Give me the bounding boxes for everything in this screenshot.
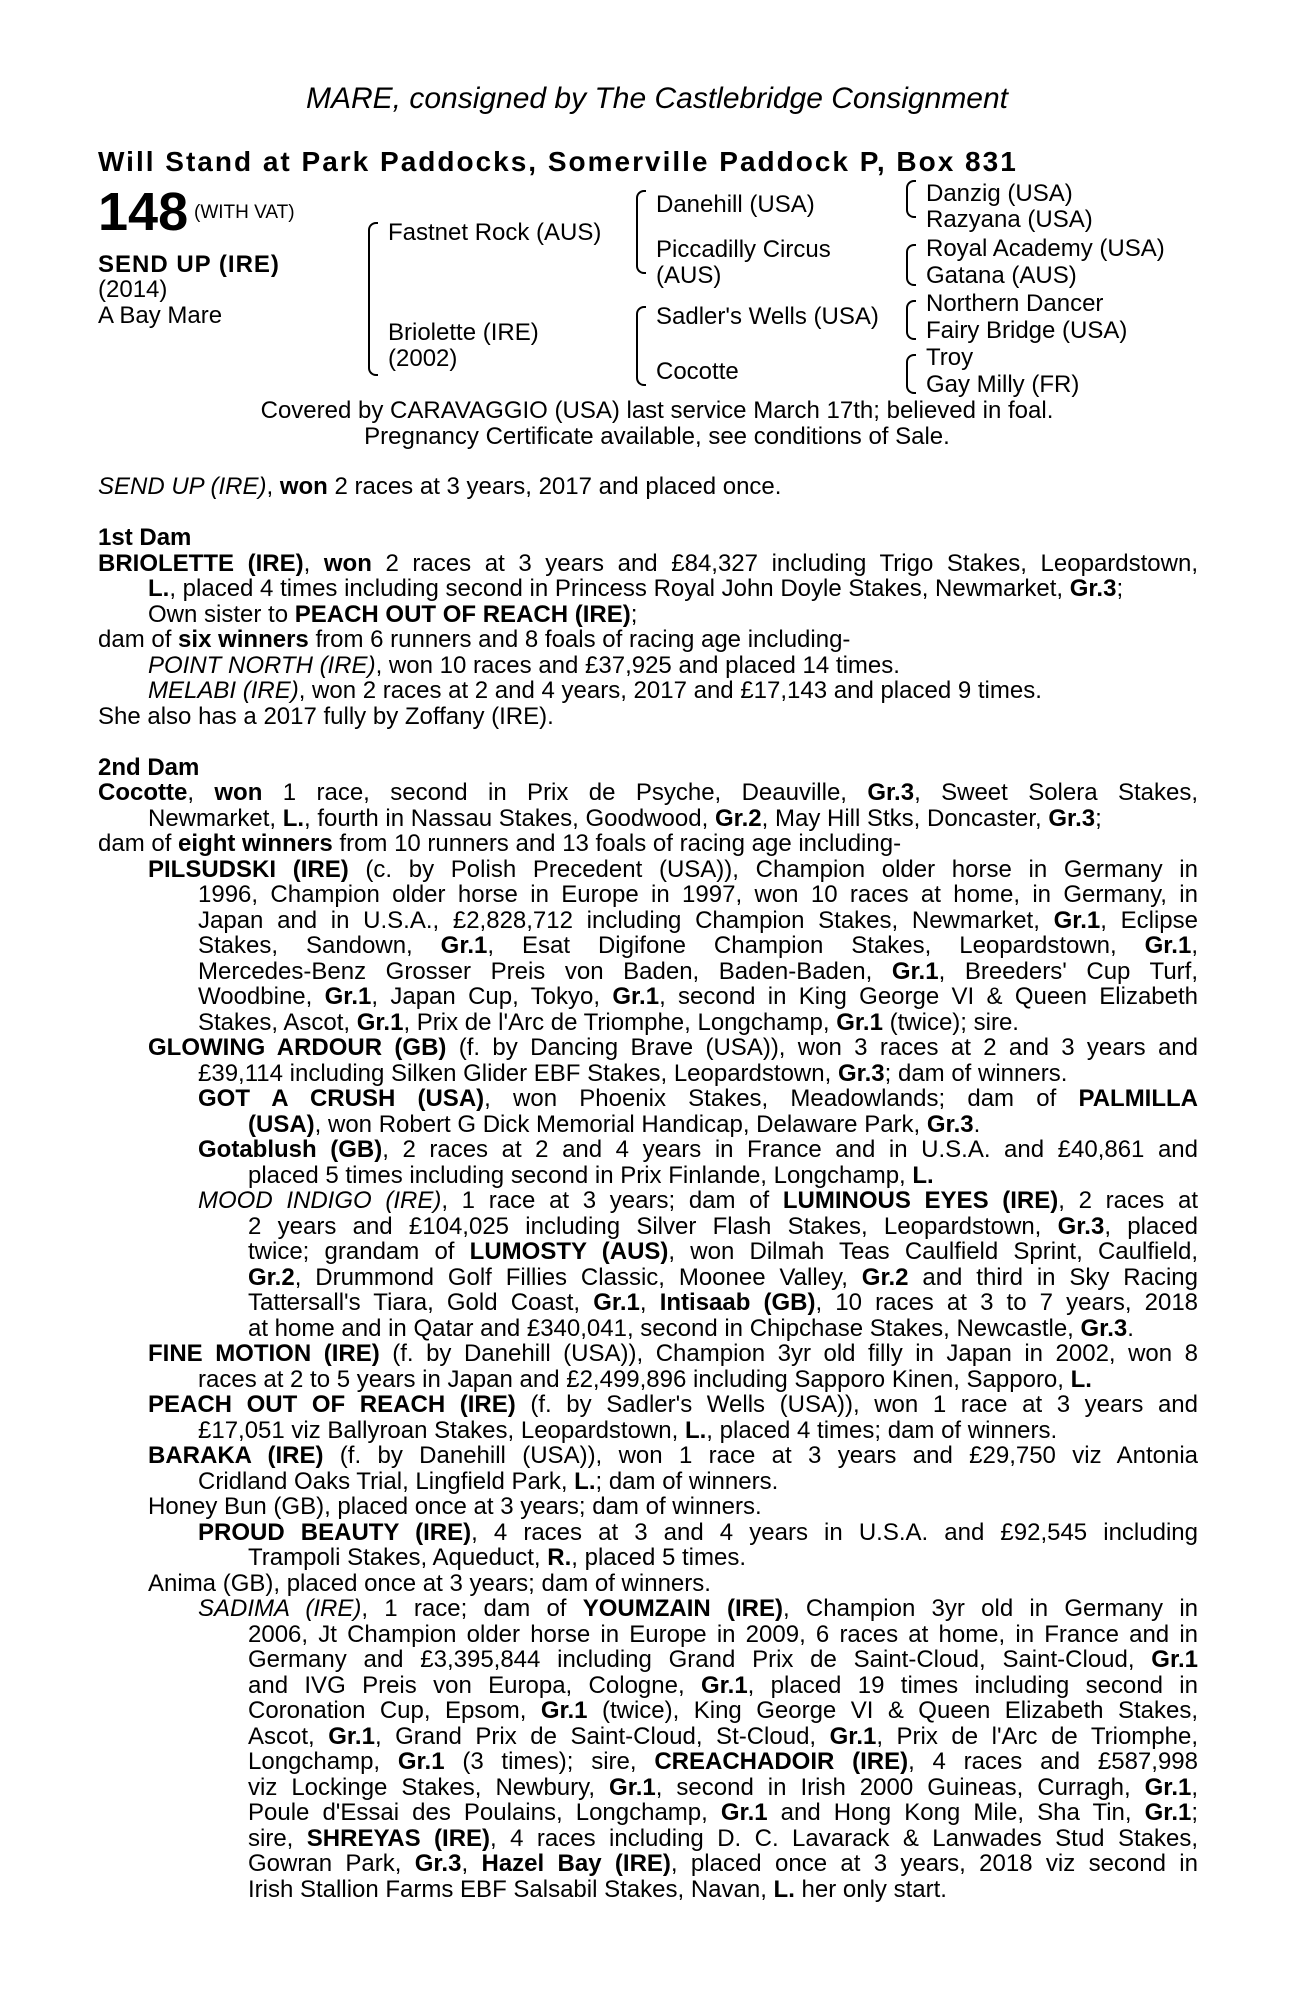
text-line [98,576,1198,602]
text-line [98,551,1198,577]
spacer [98,729,1198,755]
text-span: (c. by Polish Precedent (USA)), Champion older horse in Germany in [348,855,1198,883]
text-line [98,1137,1198,1163]
horse-year: (2014) [98,276,168,303]
text-span: , Champion 3yr old in Germany in [782,1595,1198,1622]
text-line [98,1800,1198,1826]
bold-text: Cocotte [98,779,188,806]
bold-text: 2nd Dam [98,753,200,781]
text-span: Gowran Park, [248,1850,415,1877]
text-span: 2 races at 3 years and £84,327 including Trigo Stakes, Leopardstown, [371,549,1198,577]
text-span: , won 10 races and £37,925 and placed 14 times. [375,651,900,679]
text-span: dam of [98,830,179,857]
bold-text: Intisaab (GB) [659,1289,816,1316]
text-span: Poule d'Essai des Poulains, Longchamp, [248,1799,721,1826]
pedigree-dam-year: (2002) [388,345,458,372]
text-line [98,1596,1198,1622]
text-line [98,1214,1198,1240]
text-line [98,1367,1198,1393]
pedigree-ancestor-4: Gatana (AUS) [926,262,1077,289]
text-span: , [1191,932,1198,959]
text-span: , Eclipse [1100,906,1198,934]
text-span: placed 5 times including second in Prix Finlande, Longchamp, [248,1161,913,1189]
text-span: Own sister to [148,600,295,628]
pedigree-sire-dam: Piccadilly Circus [656,236,831,263]
text-line [98,908,1198,934]
text-span: (f. by Sadler's Wells (USA)), won 1 race at 3 years and [515,1391,1199,1418]
bold-text: FINE MOTION (IRE) [148,1340,380,1367]
text-span: , [461,1850,482,1877]
text-line [98,653,1198,679]
bold-text: PEACH OUT OF REACH (IRE) [294,600,631,628]
text-line [98,780,1198,806]
text-span: at home and in Qatar and £340,041, second in Chipchase Stakes, Newcastle, [248,1314,1081,1342]
text-span: , placed once at 3 years, 2018 viz second in [670,1850,1198,1877]
text-line [98,1392,1198,1418]
text-span: and third in Sky Racing [908,1263,1198,1291]
text-line [98,1035,1198,1061]
bold-text: PILSUDSKI (IRE) [148,855,349,883]
bold-text: PALMILLA [1078,1085,1198,1112]
bold-text: Gr.3 [926,1110,974,1138]
bold-text: (USA) [248,1110,315,1138]
bold-text: Gr.3 [414,1850,462,1877]
text-span: , [266,473,280,500]
text-span: Germany and £3,395,844 including Grand Prix de Saint-Cloud, Saint-Cloud, [248,1646,1152,1673]
text-span: , Drummond Golf Fillies Classic, Moonee Valley, [294,1263,862,1291]
text-line [98,1647,1198,1673]
bold-text: L. [684,1416,707,1444]
text-span: , 1 race; dam of [361,1595,583,1622]
pedigree-body-text [98,474,1198,1902]
text-span: , won Phoenix Stakes, Meadowlands; dam of [484,1085,1079,1112]
bold-text: Gr.1 [609,1773,656,1801]
text-line [98,857,1198,883]
pedigree-ancestor-2: Razyana (USA) [926,206,1093,233]
pedigree-ancestor-5: Northern Dancer [926,290,1104,317]
text-span: , won Dilmah Teas Caulfield Sprint, Caulfield, [668,1238,1199,1265]
text-span: viz Lockinge Stakes, Newbury, [248,1773,610,1801]
lot-number: 148 [98,182,189,242]
pedigree-dam: Briolette (IRE) [388,319,539,346]
pedigree-brace-6 [906,300,916,340]
bold-text: SHREYAS (IRE) [306,1824,491,1852]
text-span: , Prix de l'Arc de Triomphe, Longchamp, [403,1008,837,1036]
text-span: , fourth in Nassau Stakes, Goodwood, [304,804,715,832]
text-line [98,1520,1198,1546]
bold-text: Gr.1 [397,1748,445,1775]
text-line [98,1290,1198,1316]
text-span: Ascot, [248,1722,329,1750]
text-span: Anima (GB), placed once at 3 years; dam of winners. [148,1569,711,1597]
horse-description: A Bay Mare [98,302,223,329]
text-line [98,806,1198,832]
bold-text: YOUMZAIN (IRE) [582,1595,783,1622]
text-span: £39,114 including Silken Glider EBF Stakes, Leopardstown, [198,1059,838,1087]
pedigree-dam-sire: Sadler's Wells (USA) [656,303,879,330]
pedigree-brace-3 [636,306,646,386]
text-line [98,1010,1198,1036]
text-span: , placed 19 times including second in [747,1671,1198,1699]
text-span: Cridland Oaks Trial, Lingfield Park, [198,1467,575,1495]
horse-name: SEND UP (IRE) [98,251,280,278]
text-line [98,1622,1198,1648]
text-line [98,1775,1198,1801]
text-span: , [303,549,324,577]
text-span: and IVG Preis von Europa, Cologne, [248,1671,701,1699]
text-span: , placed [1104,1212,1198,1240]
text-span: Stakes, Sandown, [198,932,441,959]
bold-text: Gr.1 [1144,1799,1192,1826]
text-line [98,1749,1198,1775]
text-line [98,1724,1198,1750]
pedigree-brace-7 [906,354,916,394]
text-line [98,1469,1198,1495]
bold-text: six winners [178,626,309,653]
text-span: Stakes, Ascot, [198,1008,357,1036]
text-span: , placed 4 times; dam of winners. [706,1416,1058,1444]
text-line [98,1086,1198,1112]
pedigree-brace-5 [906,244,916,286]
text-line [98,1826,1198,1852]
text-span: Tattersall's Tiara, Gold Coast, [248,1289,594,1316]
pedigree-ancestor-7: Troy [926,344,974,371]
pedigree-ancestor-8: Gay Milly (FR) [926,371,1080,398]
bold-text: Gr.2 [861,1263,909,1291]
text-span: Japan and in U.S.A., £2,828,712 including Champion Stakes, Newmarket, [198,906,1054,934]
italic-name: SEND UP (IRE) [98,473,267,500]
italic-name: POINT NORTH (IRE) [148,651,376,679]
text-span: Mercedes-Benz Grosser Preis von Baden, Baden-Baden, [198,957,892,985]
text-line [98,474,1198,500]
text-line [98,525,1198,551]
pregnancy-note: Pregnancy Certificate available, see conditions of Sale. [364,423,950,450]
text-line [98,1877,1198,1903]
pedigree-sire: Fastnet Rock (AUS) [388,219,602,246]
bold-text: LUMINOUS EYES (IRE) [782,1187,1059,1214]
text-span: , second in Irish 2000 Guineas, Curragh, [655,1773,1145,1801]
bold-text: Gr.1 [540,1697,588,1724]
text-span: , 2 races at [1058,1187,1198,1214]
text-line [98,984,1198,1010]
bold-text: GLOWING ARDOUR (GB) [148,1034,447,1061]
text-line [98,678,1198,704]
text-span: , won 2 races at 2 and 4 years, 2017 and £17,143 and placed 9 times. [298,677,1042,704]
text-line [98,933,1198,959]
pedigree-brace-4 [906,180,916,218]
covered-note: Covered by CARAVAGGIO (USA) last service March 17th; believed in foal. [260,397,1054,424]
text-span: Honey Bun (GB), placed once at 3 years; dam of winners. [148,1493,762,1520]
text-line [98,704,1198,730]
italic-name: MELABI (IRE) [148,677,299,704]
text-span: , [639,1289,660,1316]
text-span: , Prix de l'Arc de Triomphe, [876,1722,1199,1750]
text-span: Trampoli Stakes, Aqueduct, [248,1544,548,1571]
text-span: , second in King George VI & Queen Elizabeth [659,983,1199,1010]
text-span: , 4 races and £587,998 [908,1748,1198,1775]
consignment-header: MARE, consigned by The Castlebridge Consignment [305,82,1009,115]
bold-text: Gr.3 [1080,1314,1128,1342]
text-span: , won Robert G Dick Memorial Handicap, Delaware Park, [314,1110,927,1138]
text-line [98,1239,1198,1265]
bold-text: eight winners [178,830,333,857]
bold-text: Gr.1 [720,1799,768,1826]
bold-text: PEACH OUT OF REACH (IRE) [148,1391,516,1418]
text-span: ; [1191,1799,1199,1826]
pedigree-brace-1 [368,222,378,376]
bold-text: Gr.1 [700,1671,748,1699]
pedigree-dam-dam: Cocotte [656,358,739,385]
text-line [98,1112,1198,1138]
text-line [98,1418,1198,1444]
bold-text: LUMOSTY (AUS) [469,1238,669,1265]
text-line [98,1316,1198,1342]
bold-text: R. [547,1544,572,1571]
text-span: Woodbine, [198,983,325,1010]
bold-text: Gr.1 [1053,906,1101,934]
text-line [98,882,1198,908]
text-span: , [1191,1773,1199,1801]
text-span: , May Hill Stks, Doncaster, [761,804,1049,832]
text-span: , Esat Digifone Champion Stakes, Leopardstown, [487,932,1145,959]
bold-text: PROUD BEAUTY (IRE) [198,1518,472,1546]
text-span: from 10 runners and 13 foals of racing age including- [332,830,902,857]
bold-text: Gr.3 [1069,575,1117,602]
bold-text: L. [574,1467,596,1495]
text-span: (twice); sire. [882,1008,1019,1036]
text-span: , 10 races at 3 to 7 years, 2018 [815,1289,1199,1316]
pedigree-sire-sire: Danehill (USA) [656,191,815,218]
text-line [98,1061,1198,1087]
bold-text: L. [1070,1365,1092,1393]
bold-text: GOT A CRUSH (USA) [198,1085,485,1112]
text-span: , 1 race at 3 years; dam of [441,1187,783,1214]
bold-text: Gr.2 [714,804,762,832]
bold-text: Gr.1 [891,957,939,985]
text-line [98,1163,1198,1189]
bold-text: Gr.3 [1048,804,1096,832]
bold-text: Hazel Bay (IRE) [481,1850,671,1877]
text-line [98,1265,1198,1291]
pedigree-brace-2 [636,190,646,274]
text-span: She also has a 2017 fully by Zoffany (IRE). [98,702,554,730]
text-span: from 6 runners and 8 foals of racing age including- [308,626,851,653]
bold-text: won [214,779,263,806]
bold-text: Gotablush (GB) [198,1136,383,1163]
text-span: ; [630,600,638,628]
text-span: sire, [248,1824,307,1852]
italic-name: MOOD INDIGO (IRE) [198,1187,442,1214]
text-span: , placed 4 times including second in Princess Royal John Doyle Stakes, Newmarket, [169,575,1070,602]
text-span: £17,051 viz Ballyroan Stakes, Leopardstown, [198,1416,685,1444]
text-span: Newmarket, [148,804,283,832]
bold-text: BRIOLETTE (IRE) [98,549,304,577]
text-span: dam of [98,626,179,653]
text-span: , [187,779,215,806]
text-span: 1 race, second in Prix de Psyche, Deauville, [262,779,868,806]
text-span: , Grand Prix de Saint-Cloud, St-Cloud, [374,1722,830,1750]
text-span: twice; grandam of [248,1238,470,1265]
bold-text: Gr.1 [1151,1646,1198,1673]
text-line [98,1443,1198,1469]
text-span: , 2 races at 2 and 4 years in France and in U.S.A. and £40,861 and [382,1136,1199,1163]
bold-text: Gr.1 [1144,932,1192,959]
bold-text: Gr.1 [440,932,488,959]
text-span: , Japan Cup, Tokyo, [371,983,613,1010]
italic-name: SADIMA (IRE) [198,1595,362,1622]
text-span: ; dam of winners. [884,1059,1068,1087]
text-span: . [1127,1314,1134,1342]
text-line [98,627,1198,653]
text-span: ; dam of winners. [595,1467,779,1495]
bold-text: Gr.3 [867,779,915,806]
bold-text: Gr.1 [612,983,660,1010]
text-span: (f. by Danehill (USA)), Champion 3yr old filly in Japan in 2002, won 8 [379,1340,1198,1367]
text-span: Longchamp, [248,1748,398,1775]
pedigree-ancestor-1: Danzig (USA) [926,180,1073,207]
bold-text: BARAKA (IRE) [148,1442,324,1469]
bold-text: Gr.1 [356,1008,404,1036]
text-line [98,1698,1198,1724]
text-span: ; [1116,575,1124,602]
pedigree-sire-dam-country: (AUS) [656,262,722,289]
text-line [98,1494,1198,1520]
bold-text: Gr.1 [328,1722,375,1750]
text-span: her only start. [794,1875,947,1903]
bold-text: Gr.1 [324,983,372,1010]
text-span: and Hong Kong Mile, Sha Tin, [767,1799,1145,1826]
text-span: (f. by Danehill (USA)), won 1 race at 3 years and £29,750 viz Antonia [323,1442,1199,1469]
text-span: (twice), King George VI & Queen Elizabeth Stakes, [587,1697,1198,1724]
text-span: (f. by Dancing Brave (USA)), won 3 races at 2 and 3 years and [446,1034,1198,1061]
text-span: (3 times); sire, [444,1748,655,1775]
text-span: 2 years and £104,025 including Silver Flash Stakes, Leopardstown, [248,1212,1058,1240]
bold-text: Gr.2 [248,1263,295,1291]
bold-text: CREACHADOIR (IRE) [654,1748,909,1775]
bold-text: Gr.1 [1144,1773,1192,1801]
text-line [98,1341,1198,1367]
text-line [98,831,1198,857]
bold-text: Gr.3 [1057,1212,1105,1240]
bold-text: won [323,549,372,577]
bold-text: Gr.1 [593,1289,640,1316]
text-span: , placed 5 times. [571,1544,747,1571]
text-span: Irish Stallion Farms EBF Salsabil Stakes, Navan, [248,1875,774,1903]
bold-text: L. [773,1875,795,1903]
text-span: 2 races at 3 years, 2017 and placed once. [327,473,782,500]
text-span: ; [1095,804,1102,832]
bold-text: Gr.3 [837,1059,885,1087]
text-span: , Sweet Solera Stakes, [914,779,1198,806]
bold-text: L. [912,1161,934,1189]
bold-text: L. [282,804,305,832]
spacer [98,500,1198,526]
text-line [98,1188,1198,1214]
pedigree-ancestor-6: Fairy Bridge (USA) [926,317,1128,344]
text-span: 2006, Jt Champion older horse in Europe in 2009, 6 races at home, in France and in [248,1620,1198,1648]
text-line [98,755,1198,781]
text-line [98,1571,1198,1597]
text-line [98,1545,1198,1571]
pedigree-ancestor-3: Royal Academy (USA) [926,235,1165,262]
text-span: , Breeders' Cup Turf, [938,957,1198,985]
text-span: races at 2 to 5 years in Japan and £2,499,896 including Sapporo Kinen, Sapporo, [198,1365,1071,1393]
text-line [98,959,1198,985]
bold-text: Gr.1 [829,1722,877,1750]
text-line [98,1851,1198,1877]
text-span: Coronation Cup, Epsom, [248,1697,541,1724]
text-span: 1996, Champion older horse in Europe in 1997, won 10 races at home, in Germany, in [198,881,1198,908]
text-span: , 4 races at 3 and 4 years in U.S.A. and £92,545 including [471,1518,1198,1546]
text-span: . [973,1110,981,1138]
bold-text: 1st Dam [98,524,192,551]
stand-location: Will Stand at Park Paddocks, Somerville Paddock P, Box 831 [98,146,1018,177]
bold-text: L. [148,575,170,602]
text-line [98,602,1198,628]
bold-text: Gr.1 [836,1008,883,1036]
text-line [98,1673,1198,1699]
bold-text: won [279,473,328,500]
vat-note: (WITH VAT) [194,202,295,223]
text-span: , 4 races including D. C. Lavarack & Lanwades Stud Stakes, [490,1824,1198,1852]
